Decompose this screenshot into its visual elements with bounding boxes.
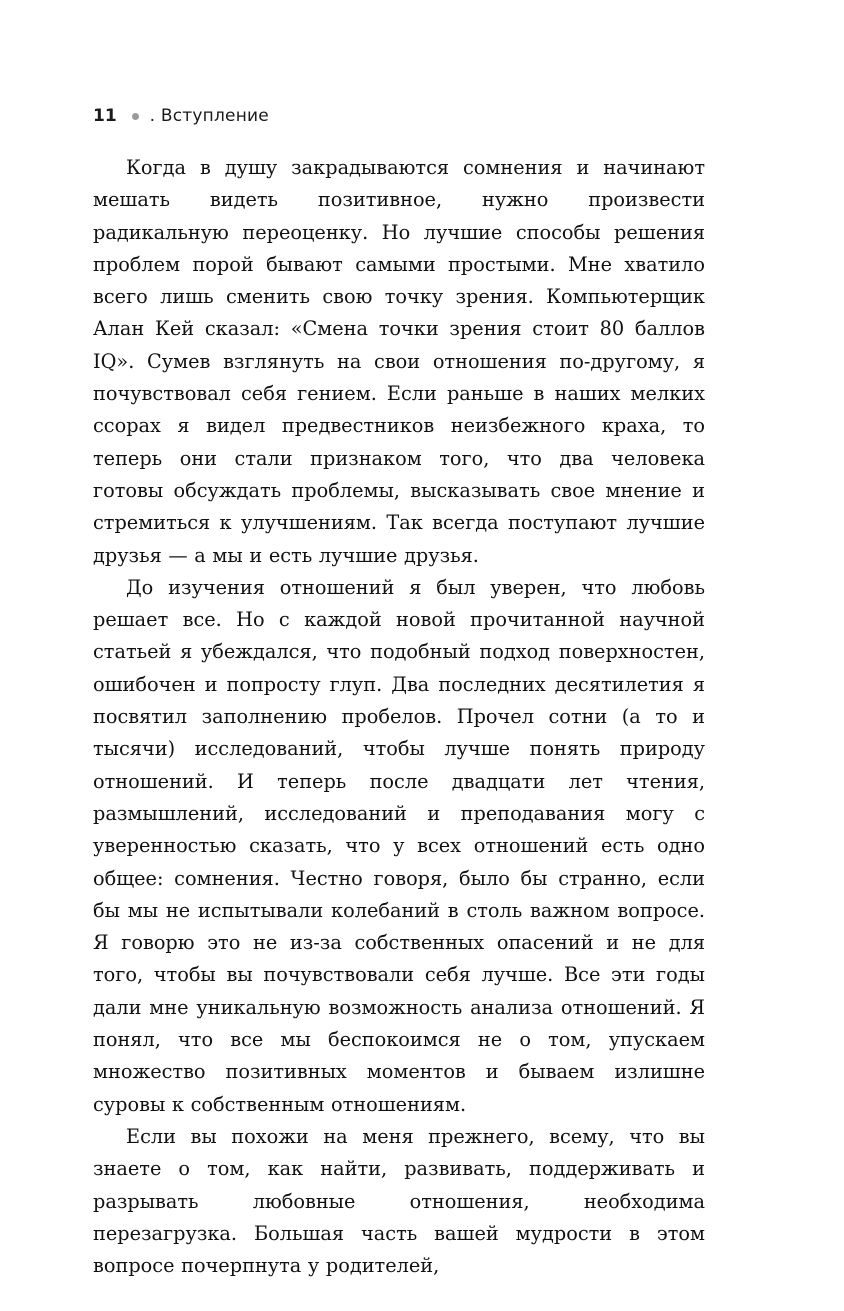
body-text	[93, 152, 705, 1282]
paragraph: Если вы похожи на меня прежнего, всему, что вы знаете о том, как найти, развивать, поддерживать и разрывать любовные отношения, необходима перезагрузка. Большая часть вашей мудрости в этом вопросе почерпнута у родителей,	[93, 1124, 705, 1278]
paragraph: Когда в душу закрадываются сомнения и начинают мешать видеть позитивное, нужно произвести радикальную переоценку. Но лучшие способы решения проблем порой бывают самыми простыми. Мне хватило всего лишь сменить свою точку зрения. Компьютерщик Алан Кей сказал: «Смена точки зрения стоит 80 баллов IQ». Сумев взглянуть на свои отношения по-другому, я почувствовал себя гением. Если раньше в наших мелких ссорах я видел предвестников неизбежного краха, то теперь они стали признаком того, что два человека готовы обсуждать проблемы, высказывать свое мнение и стремиться к улучшениям. Так всегда поступают лучшие друзья — а мы и есть лучшие друзья.	[93, 156, 705, 567]
page-number: 11	[93, 106, 117, 126]
running-header	[93, 106, 269, 126]
section-title: . Вступление	[149, 106, 269, 126]
book-page	[93, 0, 705, 1311]
bullet-dot-icon	[132, 113, 139, 120]
paragraph: До изучения отношений я был уверен, что любовь решает все. Но с каждой новой прочитанной научной статьей я убеждался, что подобный подход поверхностен, ошибочен и попросту глуп. Два последних десятилетия я посвятил заполнению пробелов. Прочел сотни (а то и тысячи) исследований, чтобы лучше понять природу отношений. И теперь после двадцати лет чтения, размышлений, исследований и преподавания могу с уверенностью сказать, что у всех отношений есть одно общее: сомнения. Честно говоря, было бы странно, если бы мы не испытывали колебаний в столь важном вопросе. Я говорю это не из-за собственных опасений и не для того, чтобы вы почувствовали себя лучше. Все эти годы дали мне уникальную возможность анализа отношений. Я понял, что все мы беспокоимся не о том, упускаем множество позитивных моментов и бываем излишне суровы к собственным отношениям.	[93, 575, 705, 1116]
